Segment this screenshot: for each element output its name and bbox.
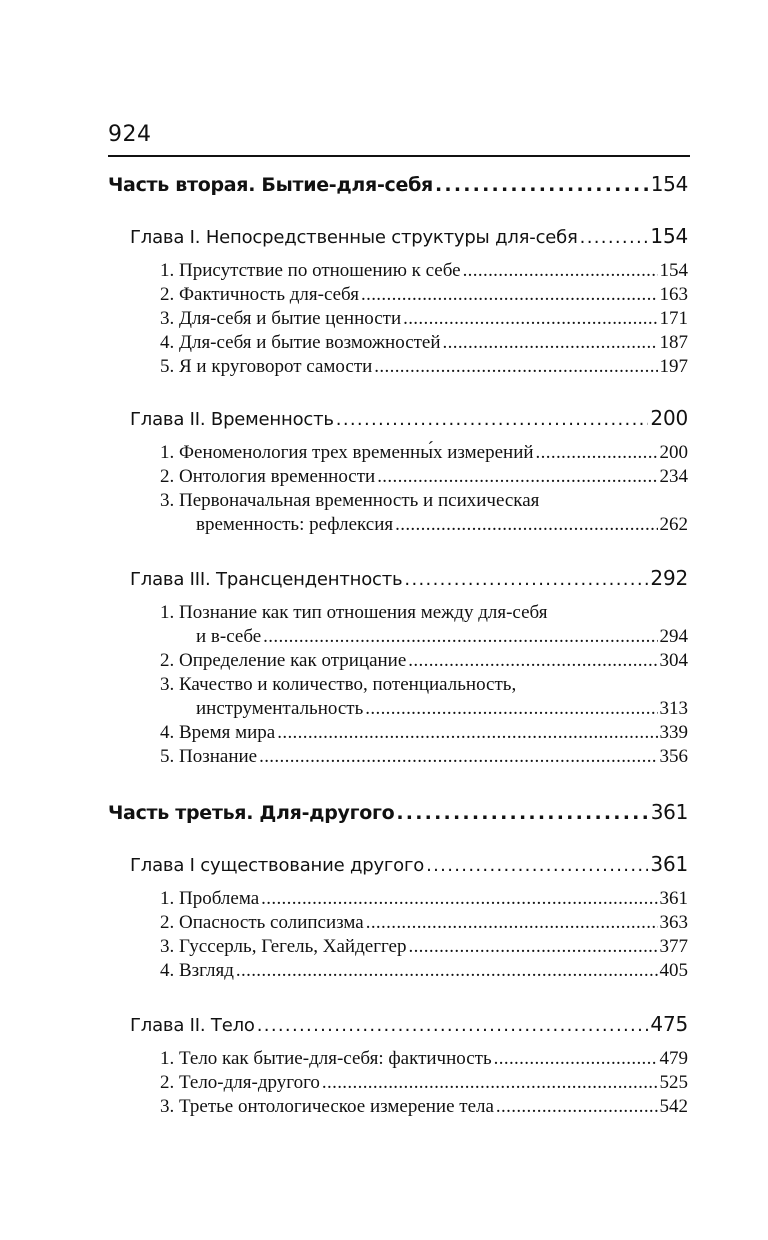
toc-page-number: 339: [659, 722, 688, 743]
toc-section-title: 3. Для-себя и бытие ценности: [160, 308, 402, 329]
toc-page-number: 154: [650, 172, 688, 196]
toc-page-number: 234: [659, 466, 688, 487]
toc-page-number: 313: [659, 698, 688, 719]
toc-part-title: Часть вторая. Бытие-для-себя: [108, 174, 433, 196]
toc-chapter-title: Глава I существование другого: [130, 855, 425, 876]
toc-section-title: 5. Я и круговорот самости: [160, 356, 373, 377]
toc-section-title: 2. Опасность солипсизма: [160, 912, 364, 933]
toc-section-entry[interactable]: [196, 626, 688, 648]
toc-page-number: 405: [659, 960, 688, 981]
toc-page-number: 525: [659, 1072, 688, 1093]
toc-page-number: 292: [650, 566, 688, 590]
toc-section-entry[interactable]: [160, 356, 688, 378]
dot-leader: [257, 1015, 649, 1036]
toc-page-number: 363: [659, 912, 688, 933]
toc-section-title-line2: инструментальность: [196, 698, 364, 719]
toc-page-number: 542: [659, 1096, 688, 1117]
dot-leader: [277, 722, 657, 744]
toc-section-entry[interactable]: [160, 466, 688, 488]
toc-section-title-line1[interactable]: 3. Качество и количество, потенциальность,: [160, 674, 517, 695]
dot-leader: [443, 332, 658, 354]
toc-page-number: 171: [659, 308, 688, 329]
toc-section-entry[interactable]: [160, 1072, 688, 1094]
toc-page-number: 163: [659, 284, 688, 305]
dot-leader: [263, 626, 657, 648]
toc-page-number: 377: [659, 936, 688, 957]
dot-leader: [494, 1048, 658, 1070]
dot-leader: [536, 442, 658, 464]
toc-section-entry[interactable]: [160, 888, 688, 910]
dot-leader: [463, 260, 658, 282]
toc-page-number: 200: [659, 442, 688, 463]
dot-leader: [396, 802, 648, 824]
toc-section-entry[interactable]: [160, 746, 688, 768]
toc-page-number: 187: [659, 332, 688, 353]
dot-leader: [259, 746, 657, 768]
dot-leader: [336, 409, 649, 430]
toc-page-number: 479: [659, 1048, 688, 1069]
dot-leader: [365, 698, 657, 720]
dot-leader: [496, 1096, 658, 1118]
toc-section-title-line1[interactable]: 1. Познание как тип отношения между для-себя: [160, 602, 548, 623]
dot-leader: [322, 1072, 658, 1094]
toc-chapter-entry[interactable]: [130, 852, 688, 876]
dot-leader: [261, 888, 657, 910]
toc-chapter-title: Глава I. Непосредственные структуры для-себя: [130, 227, 578, 248]
toc-chapter-title: Глава III. Трансцендентность: [130, 569, 403, 590]
toc-section-entry[interactable]: [160, 722, 688, 744]
toc-chapter-title: Глава II. Тело: [130, 1015, 255, 1036]
toc-part-heading[interactable]: [108, 800, 688, 824]
toc-page-number: 361: [650, 800, 688, 824]
toc-chapter-entry[interactable]: [130, 224, 688, 248]
toc-section-entry[interactable]: [160, 260, 688, 282]
toc-page-number: 154: [659, 260, 688, 281]
toc-section-title: 2. Фактичность для-себя: [160, 284, 359, 305]
page-number: 924: [108, 122, 152, 147]
toc-section-entry[interactable]: [160, 1048, 688, 1070]
toc-page-number: 304: [659, 650, 688, 671]
toc-section-entry[interactable]: [160, 284, 688, 306]
toc-page-number: 197: [659, 356, 688, 377]
dot-leader: [435, 174, 649, 196]
toc-section-title: 4. Для-себя и бытие возможностей: [160, 332, 441, 353]
toc-section-title: 1. Проблема: [160, 888, 260, 909]
dot-leader: [408, 650, 657, 672]
toc-section-title: 4. Время мира: [160, 722, 276, 743]
toc-chapter-entry[interactable]: [130, 406, 688, 430]
toc-section-title: 5. Познание: [160, 746, 258, 767]
dot-leader: [395, 514, 657, 536]
toc-page-number: 356: [659, 746, 688, 767]
dot-leader: [426, 855, 648, 876]
toc-section-title: 3. Гуссерль, Гегель, Хайдеггер: [160, 936, 407, 957]
dot-leader: [403, 308, 657, 330]
toc-section-entry[interactable]: [196, 514, 688, 536]
toc-page-number: 200: [650, 406, 688, 430]
toc-section-entry[interactable]: [196, 698, 688, 720]
toc-section-title: 2. Тело-для-другого: [160, 1072, 320, 1093]
toc-page-number: 361: [650, 852, 688, 876]
toc-page-number: 361: [659, 888, 688, 909]
dot-leader: [377, 466, 657, 488]
toc-section-entry[interactable]: [160, 650, 688, 672]
toc-section-title: 1. Тело как бытие-для-себя: фактичность: [160, 1048, 492, 1069]
toc-section-entry[interactable]: [160, 442, 688, 464]
toc-chapter-entry[interactable]: [130, 1012, 688, 1036]
toc-chapter-title: Глава II. Временность: [130, 409, 334, 430]
toc-section-entry[interactable]: [160, 912, 688, 934]
dot-leader: [580, 227, 649, 248]
toc-section-title: 1. Присутствие по отношению к себе: [160, 260, 461, 281]
toc-part-title: Часть третья. Для-другого: [108, 802, 395, 824]
toc-section-entry[interactable]: [160, 960, 688, 982]
toc-section-entry[interactable]: [160, 308, 688, 330]
toc-section-title: 4. Взгляд: [160, 960, 234, 981]
toc-part-heading[interactable]: [108, 172, 688, 196]
dot-leader: [366, 912, 658, 934]
toc-chapter-entry[interactable]: [130, 566, 688, 590]
toc-section-title-line2: и в-себе: [196, 626, 262, 647]
toc-page-number: 262: [659, 514, 688, 535]
toc-section-title-line2: временность: рефлексия: [196, 514, 394, 535]
dot-leader: [236, 960, 658, 982]
toc-page-number: 475: [650, 1012, 688, 1036]
toc-section-title: 1. Феноменология трех временны́х измерений: [160, 442, 534, 463]
toc-section-title: 3. Третье онтологическое измерение тела: [160, 1096, 494, 1117]
toc-section-entry[interactable]: [160, 936, 688, 958]
toc-page-number: 294: [659, 626, 688, 647]
dot-leader: [361, 284, 658, 306]
toc-section-title: 2. Определение как отрицание: [160, 650, 407, 671]
toc-page-number: 154: [650, 224, 688, 248]
dot-leader: [408, 936, 657, 958]
toc-section-title: 2. Онтология временности: [160, 466, 376, 487]
toc-section-entry[interactable]: [160, 332, 688, 354]
dot-leader: [374, 356, 657, 378]
dot-leader: [404, 569, 648, 590]
toc-section-entry[interactable]: [160, 1096, 688, 1118]
header-rule: [108, 155, 690, 157]
toc-section-title-line1[interactable]: 3. Первоначальная временность и психическая: [160, 490, 540, 511]
